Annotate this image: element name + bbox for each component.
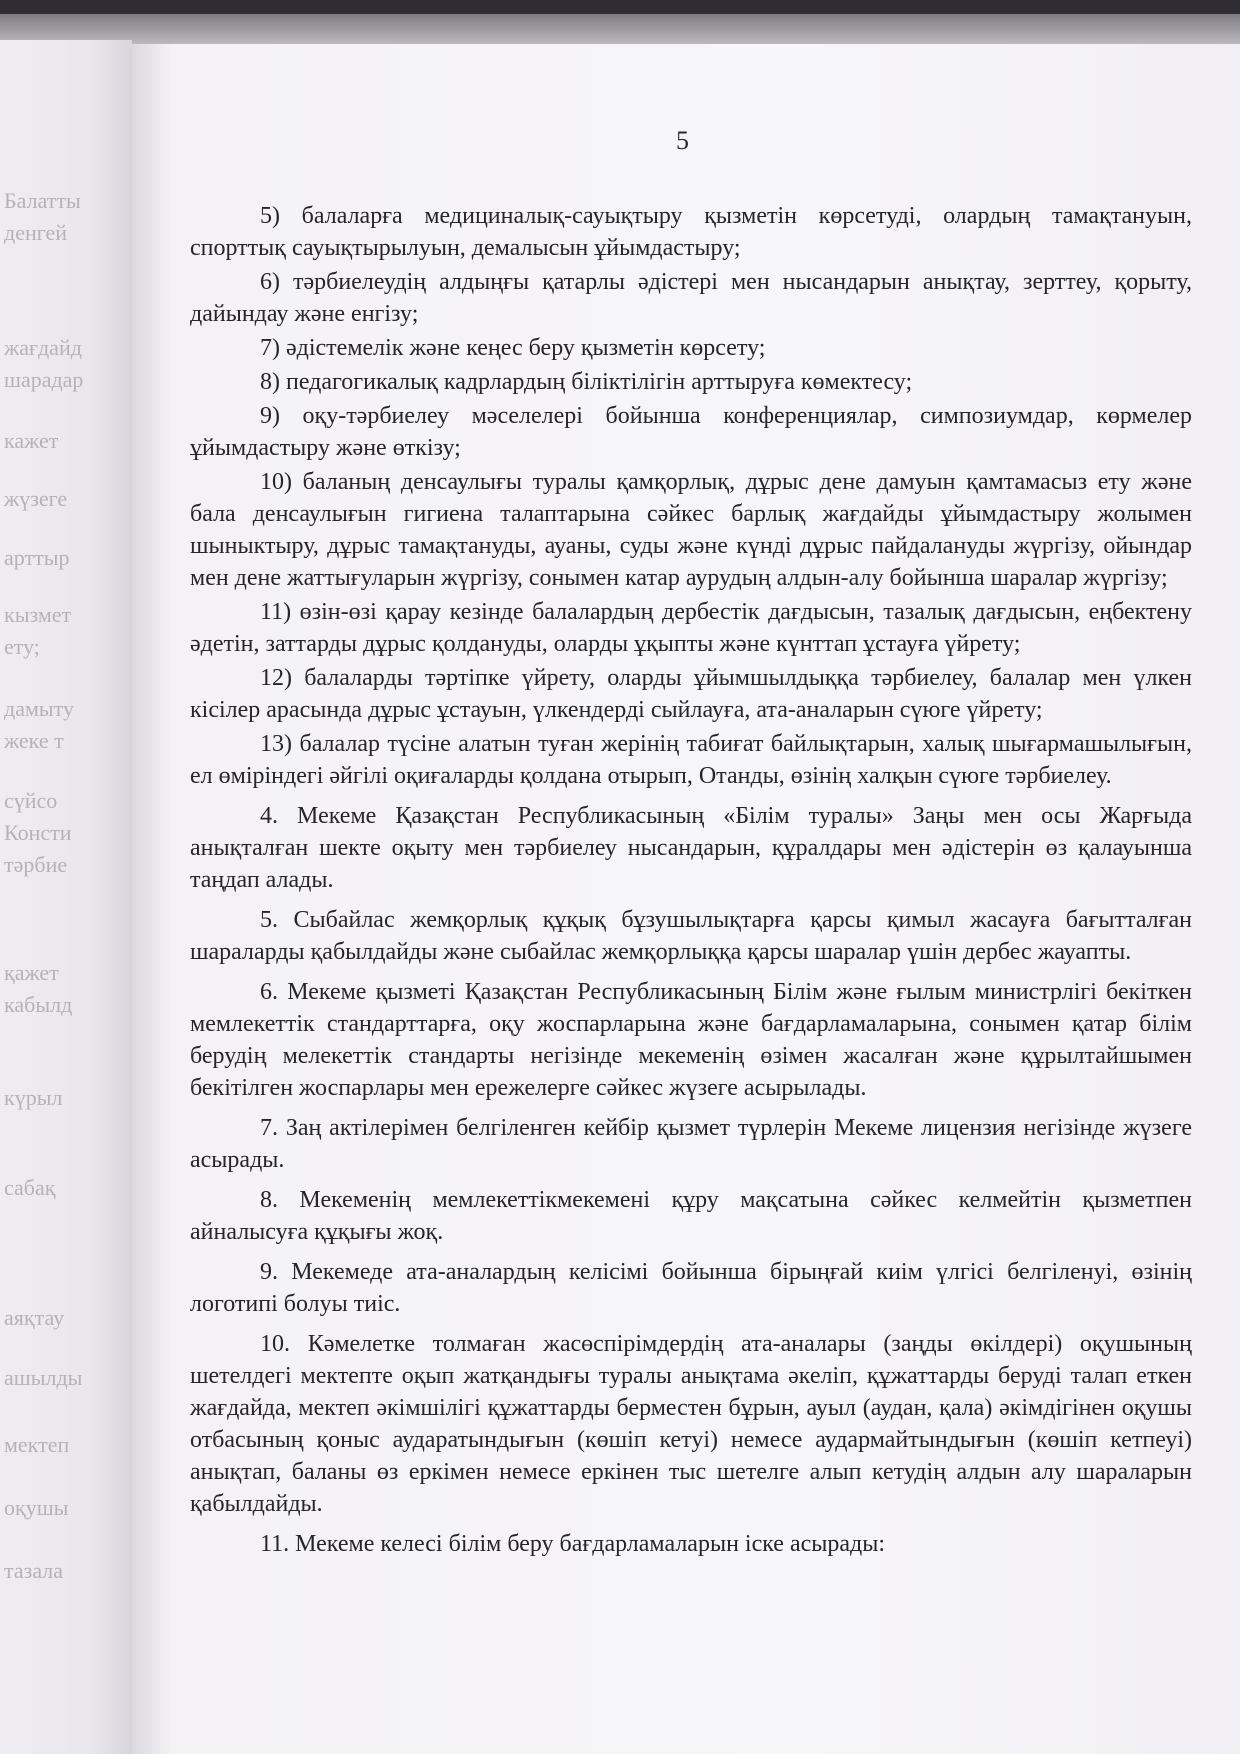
margin-fragment: кабылд bbox=[4, 992, 73, 1017]
margin-fragment: оқушы bbox=[4, 1495, 69, 1520]
paragraph-item-10: 10) баланың денсаулығы туралы қамқорлық, дұрыс дене дамуын қамтамасыз ету және бала денсаулығын гигиена талаптарына сәйкес барлық жағдайды ұйымдастыру жолымен шыныктыру, дұрыс тамақтануды, ауаны, суды және күнді дұрыс пайдалануды жүргізу, ойындар мен дене жаттығуларын жүргізу, сонымен катар аурудың алдын-алу бойынша шаралар жүргізу; bbox=[190, 469, 1192, 591]
margin-fragment: сабақ bbox=[4, 1175, 56, 1200]
margin-fragment: ету; bbox=[4, 634, 40, 659]
paragraph-section-11: 11. Мекеме келесі білім беру бағдарламаларын іске асырады: bbox=[260, 1531, 886, 1557]
paragraph-item-6: 6) тәрбиелеудің алдыңғы қатарлы әдістері мен нысандарын анықтау, зерттеу, қорыту, дайындау және енгізу; bbox=[190, 269, 1192, 327]
paragraph-section-7: 7. Заң актілерімен белгіленген кейбір қызмет түрлерін Мекеме лицензия негізінде жүзеге асырады. bbox=[190, 1115, 1192, 1173]
paragraph-section-8: 8. Мекеменің мемлекеттікмекемені құру мақсатына сәйкес келмейтін қызметпен айналысуға құқығы жоқ. bbox=[190, 1187, 1192, 1245]
margin-fragment: жағдайд bbox=[4, 335, 82, 360]
margin-fragment: жеке т bbox=[4, 728, 64, 753]
margin-fragment: ашылды bbox=[4, 1365, 83, 1390]
facing-page-edge bbox=[0, 40, 132, 1754]
paragraph-item-13: 13) балалар түсіне алатын туған жерінің табиғат байлықтарын, халық шығармашылығын, ел өміріндегі әйгілі оқиғаларды қолдана отырып, Отанды, өзінің халқын сүюге тәрбиелеу. bbox=[190, 731, 1192, 789]
page-number: 5 bbox=[676, 126, 689, 155]
margin-fragment: шарадар bbox=[4, 367, 84, 392]
paragraph-item-5: 5) балаларға медициналық-сауықтыру қызметін көрсетуді, олардың тамақтануын, спорттық сауықтырылуын, демалысын ұйымдастыру; bbox=[190, 203, 1192, 261]
margin-fragment: аяқтау bbox=[4, 1305, 65, 1330]
paragraph-item-11: 11) өзін-өзі қарау кезінде балалардың дербестік дағдысын, тазалық дағдысын, еңбектену әдетін, заттарды дұрыс қолдануды, оларды ұқыпты және күнттап ұстауға үйрету; bbox=[190, 599, 1192, 657]
paragraph-item-12: 12) балаларды тәртіпке үйрету, оларды ұйымшылдыққа тәрбиелеу, балалар мен үлкен кісілер арасында дұрыс ұстауын, үлкендерді сыйлауға, ата-аналарын сүюге үйрету; bbox=[190, 665, 1192, 723]
margin-fragment: сүйсо bbox=[4, 788, 58, 813]
margin-fragment: күрыл bbox=[4, 1085, 63, 1110]
margin-fragment: мектеп bbox=[4, 1432, 70, 1457]
margin-fragment: кажет bbox=[4, 428, 59, 453]
margin-fragment: тазала bbox=[4, 1558, 64, 1583]
document-body bbox=[190, 200, 1192, 1568]
margin-fragment: жүзеге bbox=[4, 486, 68, 511]
margin-fragment: Балатты bbox=[4, 188, 81, 213]
paragraph-item-9: 9) оқу-тәрбиелеу мәселелері бойынша конференциялар, симпозиумдар, көрмелер ұйымдастыру және өткізу; bbox=[190, 403, 1192, 461]
margin-fragment: арттыр bbox=[4, 545, 70, 570]
margin-fragment: тәрбие bbox=[4, 852, 68, 877]
margin-fragment: денгей bbox=[4, 220, 68, 245]
margin-fragment: қажет bbox=[4, 960, 59, 985]
paragraph-section-9: 9. Мекемеде ата-аналардың келісімі бойынша бірыңғай киім үлгісі белгіленуі, өзінің логотипі болуы тиіс. bbox=[190, 1259, 1192, 1317]
margin-fragment: Консти bbox=[4, 820, 72, 845]
margin-fragment: кызмет bbox=[4, 602, 72, 627]
paragraph-item-8: 8) педагогикалық кадрлардың біліктілігін арттыруға көмектесу; bbox=[260, 369, 913, 395]
paragraph-section-4: 4. Мекеме Қазақстан Республикасының «Білім туралы» Заңы мен осы Жарғыда анықталған шекте оқыту мен тәрбиелеу нысандарын, құралдары мен әдістерін өз қалауынша таңдап алады. bbox=[190, 803, 1192, 893]
margin-fragment: дамыту bbox=[4, 696, 74, 721]
scan-top-edge bbox=[0, 0, 1240, 14]
paragraph-section-10: 10. Кәмелетке толмаған жасөспірімдердің ата-аналары (заңды өкілдері) оқушының шетелдегі мектепте оқып жатқандығы туралы анықтама әкеліп, құжаттарды беруді талап еткен жағдайда, мектеп әкімшілігі құжаттарды берместен бұрын, ауыл (аудан, қала) әкімдігінен оқушы отбасының қоныс аударатындығын (көшіп кетуі) немесе аудармайтындығын (көшіп кетпеуі) анықтап, баланы өз еркімен немесе еркінен тыс шетелге алып кетудің алдын алу шараларын қабылдайды. bbox=[190, 1331, 1192, 1517]
paragraph-section-5: 5. Сыбайлас жемқорлық құқық бұзушылықтарға қарсы қимыл жасауға бағытталған шараларды қабылдайды және сыбайлас жемқорлыққа қарсы шаралар үшін дербес жауапты. bbox=[190, 907, 1192, 965]
paragraph-item-7: 7) әдістемелік және кеңес беру қызметін көрсету; bbox=[260, 335, 766, 361]
paragraph-section-6: 6. Мекеме қызметі Қазақстан Республикасының Білім және ғылым министрлігі бекіткен мемлекеттік стандарттарға, оқу жоспарларына және бағдарламаларына, сонымен қатар білім берудің мелекеттік стандарты негізінде мекеменің өзімен жасалған және құрылтайшымен бекітілген жоспарлары мен ережелерге сәйкес жүзеге асырылады. bbox=[190, 979, 1192, 1101]
